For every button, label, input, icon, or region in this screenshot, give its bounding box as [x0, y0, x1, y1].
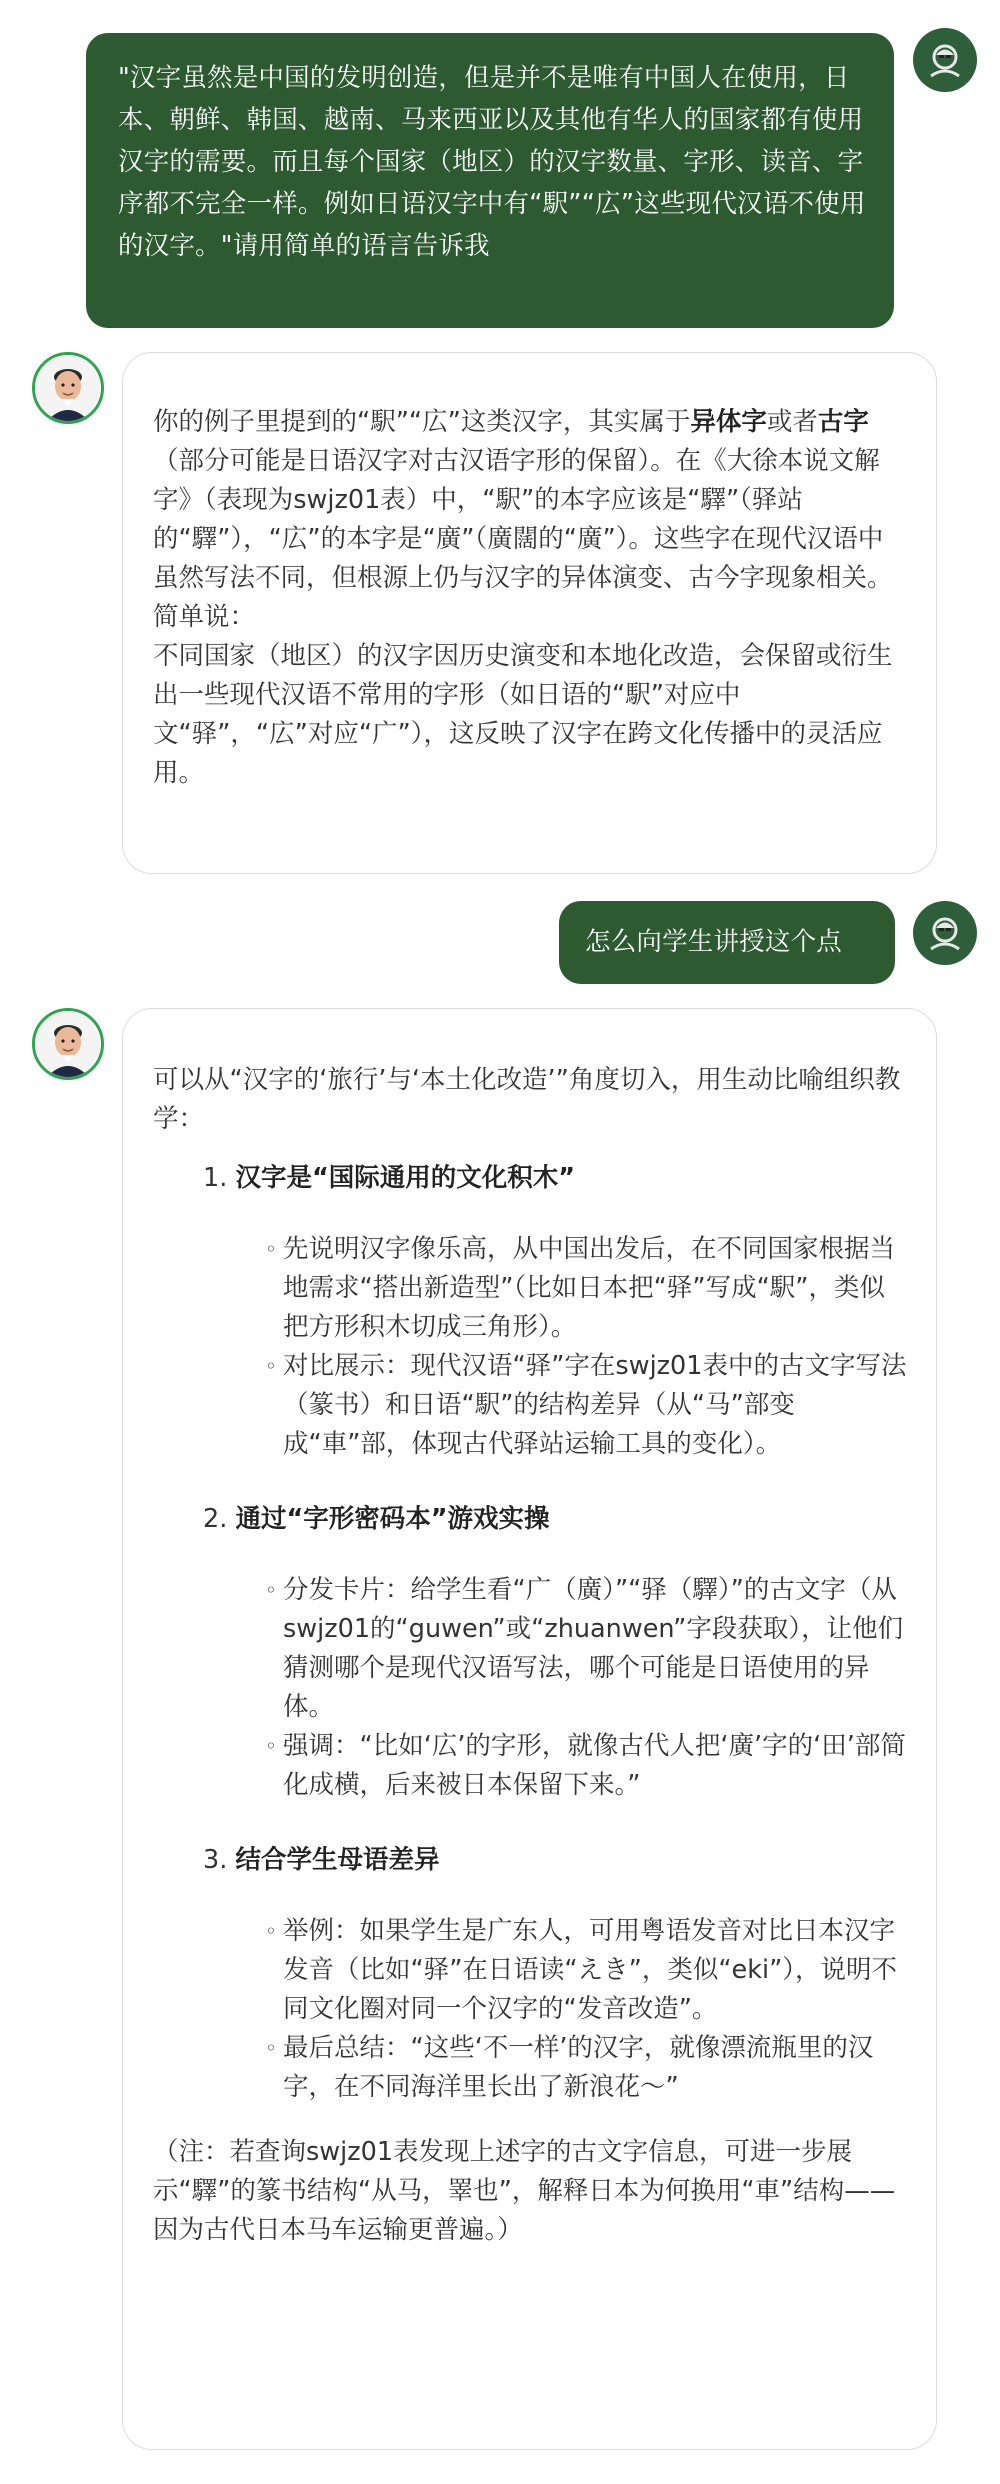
- section-bullet-item: ◦ 先说明汉字像乐高，从中国出发后，在不同国家根据当地需求“搭出新造型”（比如日本把“驿”写成“駅”，类似把方形积木切成三角形）。: [283, 1230, 908, 1347]
- teaching-sections-list: [153, 1159, 908, 2107]
- hollow-bullet-icon: ◦: [265, 1919, 277, 1943]
- teaching-note: （注：若查询swjz01表发现上述字的古文字信息，可进一步展示“驛”的篆书结构“从马，睪也”，解释日本为何换用“車”结构——因为古代日本马车运输更普遍。）: [153, 2137, 896, 2245]
- section-title: 汉字是“国际通用的文化积木”: [235, 1163, 575, 1193]
- teaching-intro: 可以从“汉字的‘旅行’与‘本土化改造’”角度切入，用生动比喻组织教学：: [153, 1065, 901, 1134]
- user-message-bubble: [86, 33, 894, 328]
- hollow-bullet-icon: ◦: [265, 1734, 277, 1758]
- teaching-section: [203, 1159, 908, 1464]
- hollow-bullet-icon: ◦: [265, 1237, 277, 1261]
- hollow-bullet-icon: ◦: [265, 2036, 277, 2060]
- user-message-text-2: 怎么向学生讲授这个点: [585, 927, 843, 957]
- assistant-message-bubble-2: [122, 1008, 937, 2450]
- bot-avatar-photo-2: [32, 1008, 104, 1080]
- user-avatar-icon: [913, 28, 977, 92]
- section-number: 1.: [203, 1163, 228, 1193]
- section-title: 通过“字形密码本”游戏实操: [235, 1504, 550, 1534]
- section-number: 3.: [203, 1845, 228, 1875]
- section-bullet-item: ◦ 举例：如果学生是广东人，可用粤语发音对比日本汉字发音（比如“驿”在日语读“えき”，类似“eki”），说明不同文化圈对同一个汉字的“发音改造”。: [283, 1912, 908, 2029]
- section-number: 2.: [203, 1504, 228, 1534]
- teaching-section: [203, 1841, 908, 2107]
- assistant-message-bubble: [122, 352, 937, 874]
- answer-text-a: 你的例子里提到的“駅”“広”这类汉字，其实属于: [153, 407, 691, 437]
- hollow-bullet-icon: ◦: [265, 1354, 277, 1378]
- user-avatar-icon-2: [913, 901, 977, 965]
- answer-bold-term-1: 异体字: [690, 407, 767, 437]
- answer-bold-term-2: 古字: [817, 407, 869, 437]
- teaching-section: [203, 1500, 908, 1805]
- section-bullet-item: ◦ 对比展示：现代汉语“驿”字在swjz01表中的古文字写法（篆书）和日语“駅”的结构差异（从“马”部变成“車”部，体现古代驿站运输工具的变化）。: [283, 1347, 908, 1464]
- section-bullet-item: ◦ 最后总结：“这些‘不一样’的汉字，就像漂流瓶里的汉字，在不同海洋里长出了新浪花～”: [283, 2029, 908, 2107]
- section-bullet-item: ◦ 分发卡片：给学生看“广（廣）”“驿（驛）”的古文字（从swjz01的“guwen”或“zhuanwen”字段获取），让他们猜测哪个是现代汉语写法，哪个可能是日语使用的异体。: [283, 1571, 908, 1727]
- assistant-answer-paragraph: [153, 403, 908, 637]
- answer-text-c: 或者: [766, 407, 818, 437]
- user-message-bubble-2: [559, 901, 895, 984]
- assistant-summary-paragraph: 不同国家（地区）的汉字因历史演变和本地化改造，会保留或衍生出一些现代汉语不常用的字形（如日语的“駅”对应中文“驿”，“広”对应“广”），这反映了汉字在跨文化传播中的灵活应用。: [153, 641, 893, 788]
- bot-avatar-photo: [32, 352, 104, 424]
- section-bullet-item: ◦ 强调：“比如‘広’的字形，就像古代人把‘廣’字的‘田’部简化成横，后来被日本保留下来。”: [283, 1727, 908, 1805]
- answer-text-d: （部分可能是日语汉字对古汉语字形的保留）。在《大徐本说文解字》（表现为swjz01表）中，“駅”的本字应该是“驛”（驿站的“驛”），“広”的本字是“廣”（廣闊的“廣”）。这些字在现代汉语中虽然写法不同，但根源上仍与汉字的异体演变、古今字现象相关。简单说：: [153, 446, 893, 632]
- section-title: 结合学生母语差异: [235, 1845, 440, 1875]
- hollow-bullet-icon: ◦: [265, 1578, 277, 1602]
- user-message-text: "汉字虽然是中国的发明创造，但是并不是唯有中国人在使用，日本、朝鲜、韩国、越南、马来西亚以及其他有华人的国家都有使用汉字的需要。而且每个国家（地区）的汉字数量、字形、读音、字序都不完全一样。例如日语汉字中有“駅”“広”这些现代汉语不使用的汉字。"请用简单的语言告诉我: [118, 63, 866, 261]
